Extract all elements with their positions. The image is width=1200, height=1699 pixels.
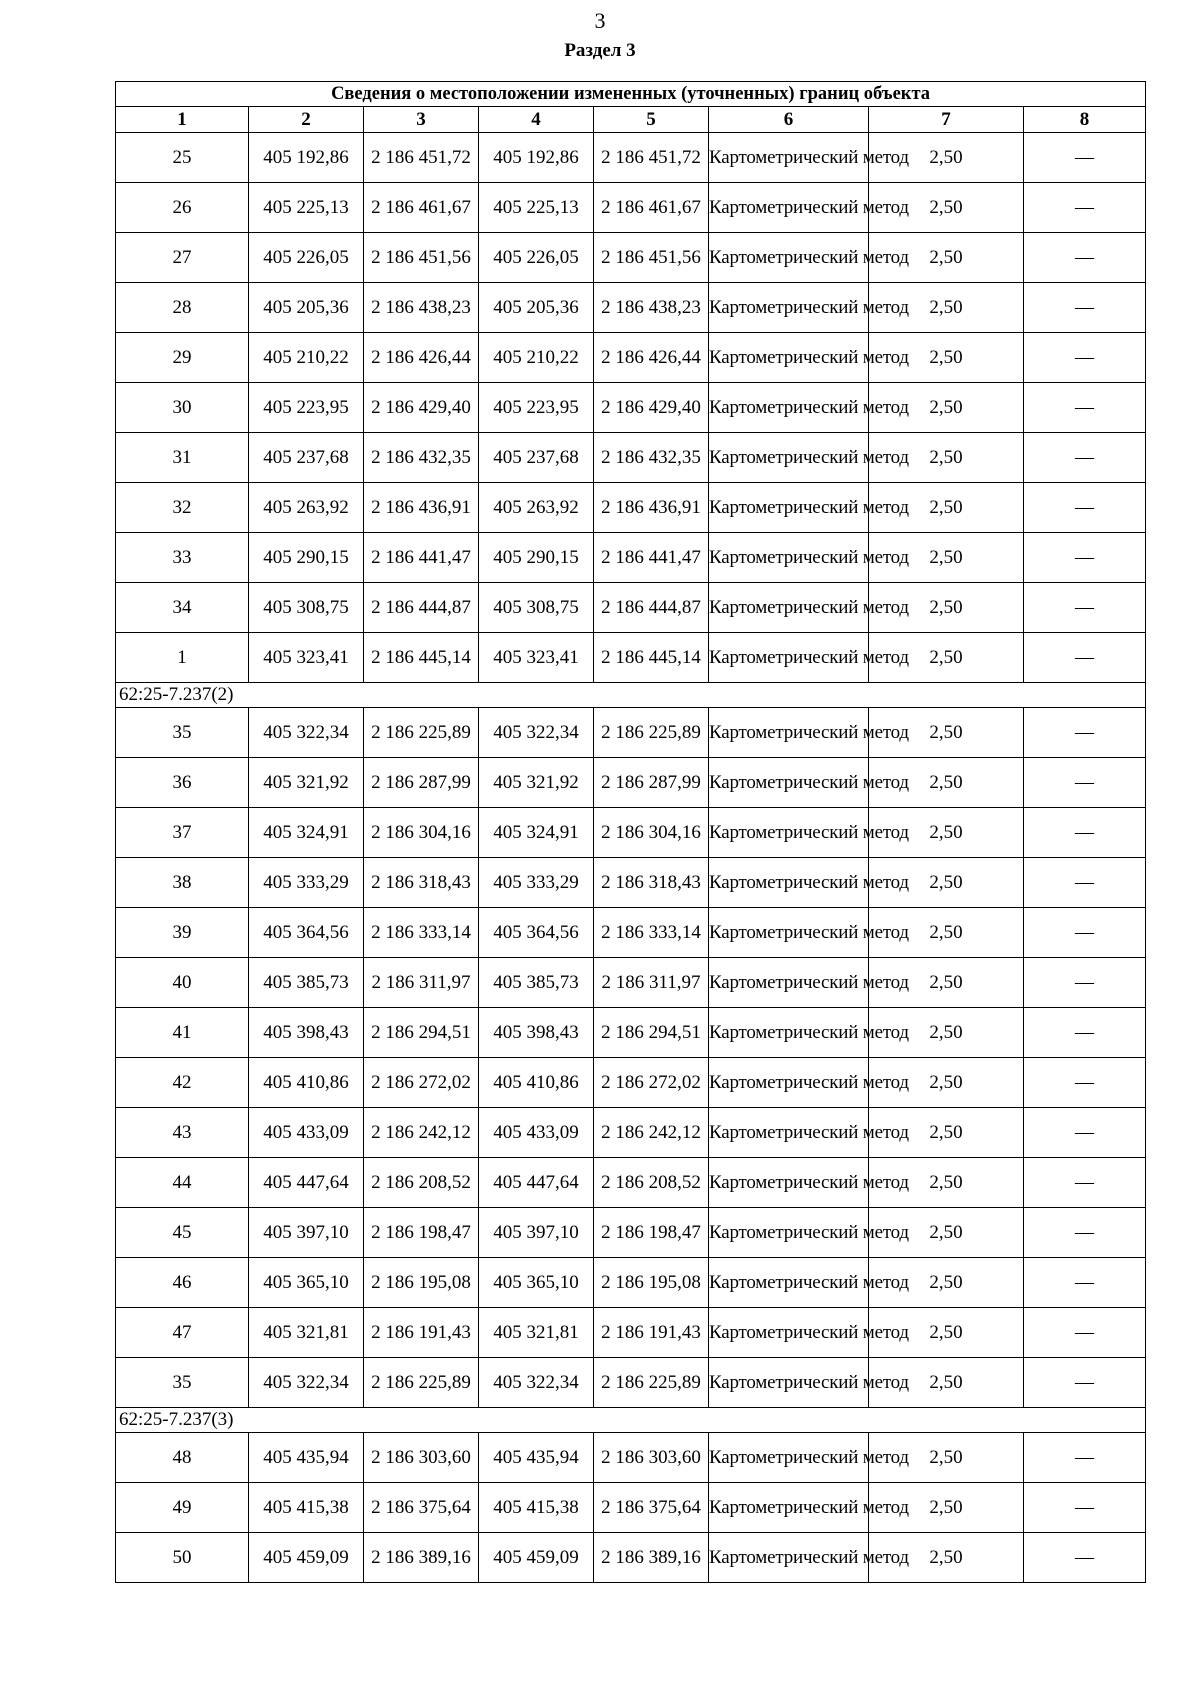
method-cell: Картометрический метод — [709, 483, 869, 533]
accuracy-cell: 2,50 — [869, 758, 1024, 808]
y-refined-cell: 2 186 287,99 — [594, 758, 709, 808]
method-cell: Картометрический метод — [709, 433, 869, 483]
x-existing-cell: 405 365,10 — [249, 1258, 364, 1308]
y-refined-cell: 2 186 195,08 — [594, 1258, 709, 1308]
column-number-header: 8 — [1024, 107, 1146, 133]
method-cell: Картометрический метод — [709, 1108, 869, 1158]
x-refined-cell: 405 435,94 — [479, 1433, 594, 1483]
accuracy-cell: 2,50 — [869, 1483, 1024, 1533]
y-refined-cell: 2 186 333,14 — [594, 908, 709, 958]
method-cell: Картометрический метод — [709, 1258, 869, 1308]
table-row — [116, 283, 1146, 333]
table-caption-row — [116, 82, 1146, 107]
description-cell: — — [1024, 283, 1146, 333]
description-cell: — — [1024, 133, 1146, 183]
column-number-header: 3 — [364, 107, 479, 133]
y-refined-cell: 2 186 191,43 — [594, 1308, 709, 1358]
description-cell: — — [1024, 1058, 1146, 1108]
x-existing-cell: 405 397,10 — [249, 1208, 364, 1258]
x-existing-cell: 405 333,29 — [249, 858, 364, 908]
method-cell: Картометрический метод — [709, 1308, 869, 1358]
point-number-cell: 46 — [116, 1258, 249, 1308]
y-refined-cell: 2 186 304,16 — [594, 808, 709, 858]
x-refined-cell: 405 321,92 — [479, 758, 594, 808]
section-title: Раздел 3 — [564, 40, 636, 61]
point-number-cell: 41 — [116, 1008, 249, 1058]
y-refined-cell: 2 186 318,43 — [594, 858, 709, 908]
column-number-header: 1 — [116, 107, 249, 133]
x-existing-cell: 405 415,38 — [249, 1483, 364, 1533]
y-existing-cell: 2 186 272,02 — [364, 1058, 479, 1108]
y-existing-cell: 2 186 451,72 — [364, 133, 479, 183]
y-existing-cell: 2 186 441,47 — [364, 533, 479, 583]
accuracy-cell: 2,50 — [869, 1108, 1024, 1158]
x-refined-cell: 405 365,10 — [479, 1258, 594, 1308]
x-refined-cell: 405 333,29 — [479, 858, 594, 908]
accuracy-cell: 2,50 — [869, 1533, 1024, 1583]
y-existing-cell: 2 186 318,43 — [364, 858, 479, 908]
contour-group-label: 62:25-7.237(3) — [116, 1408, 1146, 1433]
accuracy-cell: 2,50 — [869, 183, 1024, 233]
x-existing-cell: 405 308,75 — [249, 583, 364, 633]
point-number-cell: 38 — [116, 858, 249, 908]
y-refined-cell: 2 186 225,89 — [594, 708, 709, 758]
accuracy-cell: 2,50 — [869, 1358, 1024, 1408]
y-refined-cell: 2 186 441,47 — [594, 533, 709, 583]
accuracy-cell: 2,50 — [869, 1208, 1024, 1258]
point-number-cell: 42 — [116, 1058, 249, 1108]
table-caption: Сведения о местоположении измененных (уточненных) границ объекта — [116, 82, 1146, 107]
x-refined-cell: 405 324,91 — [479, 808, 594, 858]
x-refined-cell: 405 447,64 — [479, 1158, 594, 1208]
column-number-header: 4 — [479, 107, 594, 133]
y-existing-cell: 2 186 438,23 — [364, 283, 479, 333]
point-number-cell: 39 — [116, 908, 249, 958]
method-cell: Картометрический метод — [709, 1483, 869, 1533]
y-existing-cell: 2 186 436,91 — [364, 483, 479, 533]
table-row — [116, 483, 1146, 533]
table-row — [116, 1208, 1146, 1258]
point-number-cell: 28 — [116, 283, 249, 333]
accuracy-cell: 2,50 — [869, 333, 1024, 383]
y-existing-cell: 2 186 225,89 — [364, 1358, 479, 1408]
description-cell: — — [1024, 808, 1146, 858]
y-existing-cell: 2 186 432,35 — [364, 433, 479, 483]
description-cell: — — [1024, 533, 1146, 583]
contour-group-row — [116, 683, 1146, 708]
x-refined-cell: 405 223,95 — [479, 383, 594, 433]
x-refined-cell: 405 205,36 — [479, 283, 594, 333]
accuracy-cell: 2,50 — [869, 133, 1024, 183]
x-existing-cell: 405 237,68 — [249, 433, 364, 483]
table-row — [116, 433, 1146, 483]
x-existing-cell: 405 322,34 — [249, 1358, 364, 1408]
x-existing-cell: 405 226,05 — [249, 233, 364, 283]
x-existing-cell: 405 410,86 — [249, 1058, 364, 1108]
table-row — [116, 758, 1146, 808]
description-cell: — — [1024, 1158, 1146, 1208]
x-refined-cell: 405 192,86 — [479, 133, 594, 183]
table-row — [116, 858, 1146, 908]
table-row — [116, 233, 1146, 283]
table-row — [116, 583, 1146, 633]
table-row — [116, 183, 1146, 233]
accuracy-cell: 2,50 — [869, 433, 1024, 483]
point-number-cell: 29 — [116, 333, 249, 383]
description-cell: — — [1024, 958, 1146, 1008]
description-cell: — — [1024, 233, 1146, 283]
point-number-cell: 45 — [116, 1208, 249, 1258]
y-existing-cell: 2 186 294,51 — [364, 1008, 479, 1058]
point-number-cell: 36 — [116, 758, 249, 808]
table-row — [116, 1533, 1146, 1583]
contour-group-row — [116, 1408, 1146, 1433]
y-existing-cell: 2 186 445,14 — [364, 633, 479, 683]
description-cell: — — [1024, 1108, 1146, 1158]
method-cell: Картометрический метод — [709, 808, 869, 858]
y-refined-cell: 2 186 208,52 — [594, 1158, 709, 1208]
method-cell: Картометрический метод — [709, 233, 869, 283]
method-cell: Картометрический метод — [709, 958, 869, 1008]
y-existing-cell: 2 186 304,16 — [364, 808, 479, 858]
method-cell: Картометрический метод — [709, 1433, 869, 1483]
table-row — [116, 708, 1146, 758]
x-refined-cell: 405 290,15 — [479, 533, 594, 583]
method-cell: Картометрический метод — [709, 633, 869, 683]
method-cell: Картометрический метод — [709, 133, 869, 183]
x-refined-cell: 405 322,34 — [479, 708, 594, 758]
y-existing-cell: 2 186 195,08 — [364, 1258, 479, 1308]
table-row — [116, 1358, 1146, 1408]
point-number-cell: 31 — [116, 433, 249, 483]
table-row — [116, 808, 1146, 858]
x-existing-cell: 405 205,36 — [249, 283, 364, 333]
description-cell: — — [1024, 1208, 1146, 1258]
table-row — [116, 533, 1146, 583]
y-refined-cell: 2 186 303,60 — [594, 1433, 709, 1483]
y-refined-cell: 2 186 242,12 — [594, 1108, 709, 1158]
column-numbers-row — [116, 107, 1146, 133]
method-cell: Картометрический метод — [709, 1008, 869, 1058]
x-existing-cell: 405 263,92 — [249, 483, 364, 533]
y-existing-cell: 2 186 429,40 — [364, 383, 479, 433]
accuracy-cell: 2,50 — [869, 1008, 1024, 1058]
point-number-cell: 33 — [116, 533, 249, 583]
x-refined-cell: 405 398,43 — [479, 1008, 594, 1058]
method-cell: Картометрический метод — [709, 758, 869, 808]
accuracy-cell: 2,50 — [869, 383, 1024, 433]
y-existing-cell: 2 186 198,47 — [364, 1208, 479, 1258]
table-row — [116, 1258, 1146, 1308]
y-refined-cell: 2 186 389,16 — [594, 1533, 709, 1583]
y-refined-cell: 2 186 461,67 — [594, 183, 709, 233]
y-refined-cell: 2 186 272,02 — [594, 1058, 709, 1108]
contour-group-label: 62:25-7.237(2) — [116, 683, 1146, 708]
table-row — [116, 1108, 1146, 1158]
accuracy-cell: 2,50 — [869, 858, 1024, 908]
x-existing-cell: 405 385,73 — [249, 958, 364, 1008]
column-number-header: 2 — [249, 107, 364, 133]
point-number-cell: 1 — [116, 633, 249, 683]
y-refined-cell: 2 186 436,91 — [594, 483, 709, 533]
table-row — [116, 1308, 1146, 1358]
column-number-header: 6 — [709, 107, 869, 133]
y-refined-cell: 2 186 311,97 — [594, 958, 709, 1008]
accuracy-cell: 2,50 — [869, 1433, 1024, 1483]
table-row — [116, 908, 1146, 958]
accuracy-cell: 2,50 — [869, 958, 1024, 1008]
accuracy-cell: 2,50 — [869, 708, 1024, 758]
column-number-header: 7 — [869, 107, 1024, 133]
method-cell: Картометрический метод — [709, 533, 869, 583]
point-number-cell: 27 — [116, 233, 249, 283]
y-refined-cell: 2 186 426,44 — [594, 333, 709, 383]
y-existing-cell: 2 186 191,43 — [364, 1308, 479, 1358]
y-existing-cell: 2 186 461,67 — [364, 183, 479, 233]
x-existing-cell: 405 324,91 — [249, 808, 364, 858]
x-existing-cell: 405 459,09 — [249, 1533, 364, 1583]
accuracy-cell: 2,50 — [869, 233, 1024, 283]
method-cell: Картометрический метод — [709, 333, 869, 383]
description-cell: — — [1024, 183, 1146, 233]
accuracy-cell: 2,50 — [869, 283, 1024, 333]
accuracy-cell: 2,50 — [869, 633, 1024, 683]
x-existing-cell: 405 435,94 — [249, 1433, 364, 1483]
accuracy-cell: 2,50 — [869, 533, 1024, 583]
accuracy-cell: 2,50 — [869, 1308, 1024, 1358]
x-refined-cell: 405 225,13 — [479, 183, 594, 233]
method-cell: Картометрический метод — [709, 1208, 869, 1258]
accuracy-cell: 2,50 — [869, 908, 1024, 958]
column-number-header: 5 — [594, 107, 709, 133]
accuracy-cell: 2,50 — [869, 1158, 1024, 1208]
y-existing-cell: 2 186 426,44 — [364, 333, 479, 383]
accuracy-cell: 2,50 — [869, 583, 1024, 633]
x-existing-cell: 405 323,41 — [249, 633, 364, 683]
point-number-cell: 50 — [116, 1533, 249, 1583]
x-refined-cell: 405 210,22 — [479, 333, 594, 383]
y-existing-cell: 2 186 303,60 — [364, 1433, 479, 1483]
method-cell: Картометрический метод — [709, 283, 869, 333]
y-refined-cell: 2 186 451,56 — [594, 233, 709, 283]
y-existing-cell: 2 186 333,14 — [364, 908, 479, 958]
y-refined-cell: 2 186 429,40 — [594, 383, 709, 433]
x-refined-cell: 405 415,38 — [479, 1483, 594, 1533]
boundary-coordinates-table — [115, 81, 1146, 1583]
method-cell: Картометрический метод — [709, 1533, 869, 1583]
y-existing-cell: 2 186 444,87 — [364, 583, 479, 633]
table-row — [116, 1483, 1146, 1533]
method-cell: Картометрический метод — [709, 383, 869, 433]
point-number-cell: 40 — [116, 958, 249, 1008]
description-cell: — — [1024, 1008, 1146, 1058]
point-number-cell: 48 — [116, 1433, 249, 1483]
x-refined-cell: 405 226,05 — [479, 233, 594, 283]
table-row — [116, 958, 1146, 1008]
page-number: 3 — [594, 8, 606, 33]
description-cell: — — [1024, 1483, 1146, 1533]
table-body — [116, 133, 1146, 1583]
x-existing-cell: 405 290,15 — [249, 533, 364, 583]
x-refined-cell: 405 237,68 — [479, 433, 594, 483]
y-refined-cell: 2 186 375,64 — [594, 1483, 709, 1533]
point-number-cell: 34 — [116, 583, 249, 633]
accuracy-cell: 2,50 — [869, 1058, 1024, 1108]
y-refined-cell: 2 186 294,51 — [594, 1008, 709, 1058]
method-cell: Картометрический метод — [709, 583, 869, 633]
x-existing-cell: 405 192,86 — [249, 133, 364, 183]
x-existing-cell: 405 433,09 — [249, 1108, 364, 1158]
y-existing-cell: 2 186 287,99 — [364, 758, 479, 808]
x-existing-cell: 405 321,92 — [249, 758, 364, 808]
point-number-cell: 37 — [116, 808, 249, 858]
point-number-cell: 47 — [116, 1308, 249, 1358]
description-cell: — — [1024, 708, 1146, 758]
method-cell: Картометрический метод — [709, 708, 869, 758]
y-refined-cell: 2 186 445,14 — [594, 633, 709, 683]
x-refined-cell: 405 397,10 — [479, 1208, 594, 1258]
description-cell: — — [1024, 483, 1146, 533]
y-existing-cell: 2 186 375,64 — [364, 1483, 479, 1533]
table-row — [116, 633, 1146, 683]
table-row — [116, 1008, 1146, 1058]
y-existing-cell: 2 186 225,89 — [364, 708, 479, 758]
table-row — [116, 1433, 1146, 1483]
table-row — [116, 333, 1146, 383]
table-row — [116, 1158, 1146, 1208]
x-refined-cell: 405 308,75 — [479, 583, 594, 633]
x-refined-cell: 405 459,09 — [479, 1533, 594, 1583]
accuracy-cell: 2,50 — [869, 1258, 1024, 1308]
point-number-cell: 44 — [116, 1158, 249, 1208]
method-cell: Картометрический метод — [709, 1158, 869, 1208]
y-existing-cell: 2 186 389,16 — [364, 1533, 479, 1583]
point-number-cell: 43 — [116, 1108, 249, 1158]
x-refined-cell: 405 323,41 — [479, 633, 594, 683]
x-existing-cell: 405 210,22 — [249, 333, 364, 383]
x-existing-cell: 405 364,56 — [249, 908, 364, 958]
description-cell: — — [1024, 758, 1146, 808]
y-refined-cell: 2 186 225,89 — [594, 1358, 709, 1408]
accuracy-cell: 2,50 — [869, 483, 1024, 533]
method-cell: Картометрический метод — [709, 1358, 869, 1408]
x-existing-cell: 405 223,95 — [249, 383, 364, 433]
x-existing-cell: 405 447,64 — [249, 1158, 364, 1208]
y-existing-cell: 2 186 311,97 — [364, 958, 479, 1008]
y-refined-cell: 2 186 438,23 — [594, 283, 709, 333]
method-cell: Картометрический метод — [709, 183, 869, 233]
x-refined-cell: 405 263,92 — [479, 483, 594, 533]
y-refined-cell: 2 186 198,47 — [594, 1208, 709, 1258]
method-cell: Картометрический метод — [709, 858, 869, 908]
table-row — [116, 133, 1146, 183]
point-number-cell: 25 — [116, 133, 249, 183]
y-refined-cell: 2 186 451,72 — [594, 133, 709, 183]
description-cell: — — [1024, 633, 1146, 683]
method-cell: Картометрический метод — [709, 908, 869, 958]
description-cell: — — [1024, 858, 1146, 908]
point-number-cell: 32 — [116, 483, 249, 533]
x-existing-cell: 405 322,34 — [249, 708, 364, 758]
table-row — [116, 1058, 1146, 1108]
description-cell: — — [1024, 1308, 1146, 1358]
x-refined-cell: 405 322,34 — [479, 1358, 594, 1408]
description-cell: — — [1024, 583, 1146, 633]
description-cell: — — [1024, 333, 1146, 383]
x-existing-cell: 405 225,13 — [249, 183, 364, 233]
description-cell: — — [1024, 1358, 1146, 1408]
x-refined-cell: 405 321,81 — [479, 1308, 594, 1358]
method-cell: Картометрический метод — [709, 1058, 869, 1108]
y-existing-cell: 2 186 242,12 — [364, 1108, 479, 1158]
x-existing-cell: 405 398,43 — [249, 1008, 364, 1058]
y-refined-cell: 2 186 432,35 — [594, 433, 709, 483]
y-existing-cell: 2 186 451,56 — [364, 233, 479, 283]
description-cell: — — [1024, 433, 1146, 483]
point-number-cell: 35 — [116, 708, 249, 758]
table-row — [116, 383, 1146, 433]
x-existing-cell: 405 321,81 — [249, 1308, 364, 1358]
point-number-cell: 35 — [116, 1358, 249, 1408]
point-number-cell: 26 — [116, 183, 249, 233]
point-number-cell: 49 — [116, 1483, 249, 1533]
point-number-cell: 30 — [116, 383, 249, 433]
description-cell: — — [1024, 383, 1146, 433]
x-refined-cell: 405 364,56 — [479, 908, 594, 958]
x-refined-cell: 405 410,86 — [479, 1058, 594, 1108]
description-cell: — — [1024, 908, 1146, 958]
description-cell: — — [1024, 1433, 1146, 1483]
accuracy-cell: 2,50 — [869, 808, 1024, 858]
x-refined-cell: 405 433,09 — [479, 1108, 594, 1158]
y-refined-cell: 2 186 444,87 — [594, 583, 709, 633]
description-cell: — — [1024, 1258, 1146, 1308]
description-cell: — — [1024, 1533, 1146, 1583]
y-existing-cell: 2 186 208,52 — [364, 1158, 479, 1208]
x-refined-cell: 405 385,73 — [479, 958, 594, 1008]
